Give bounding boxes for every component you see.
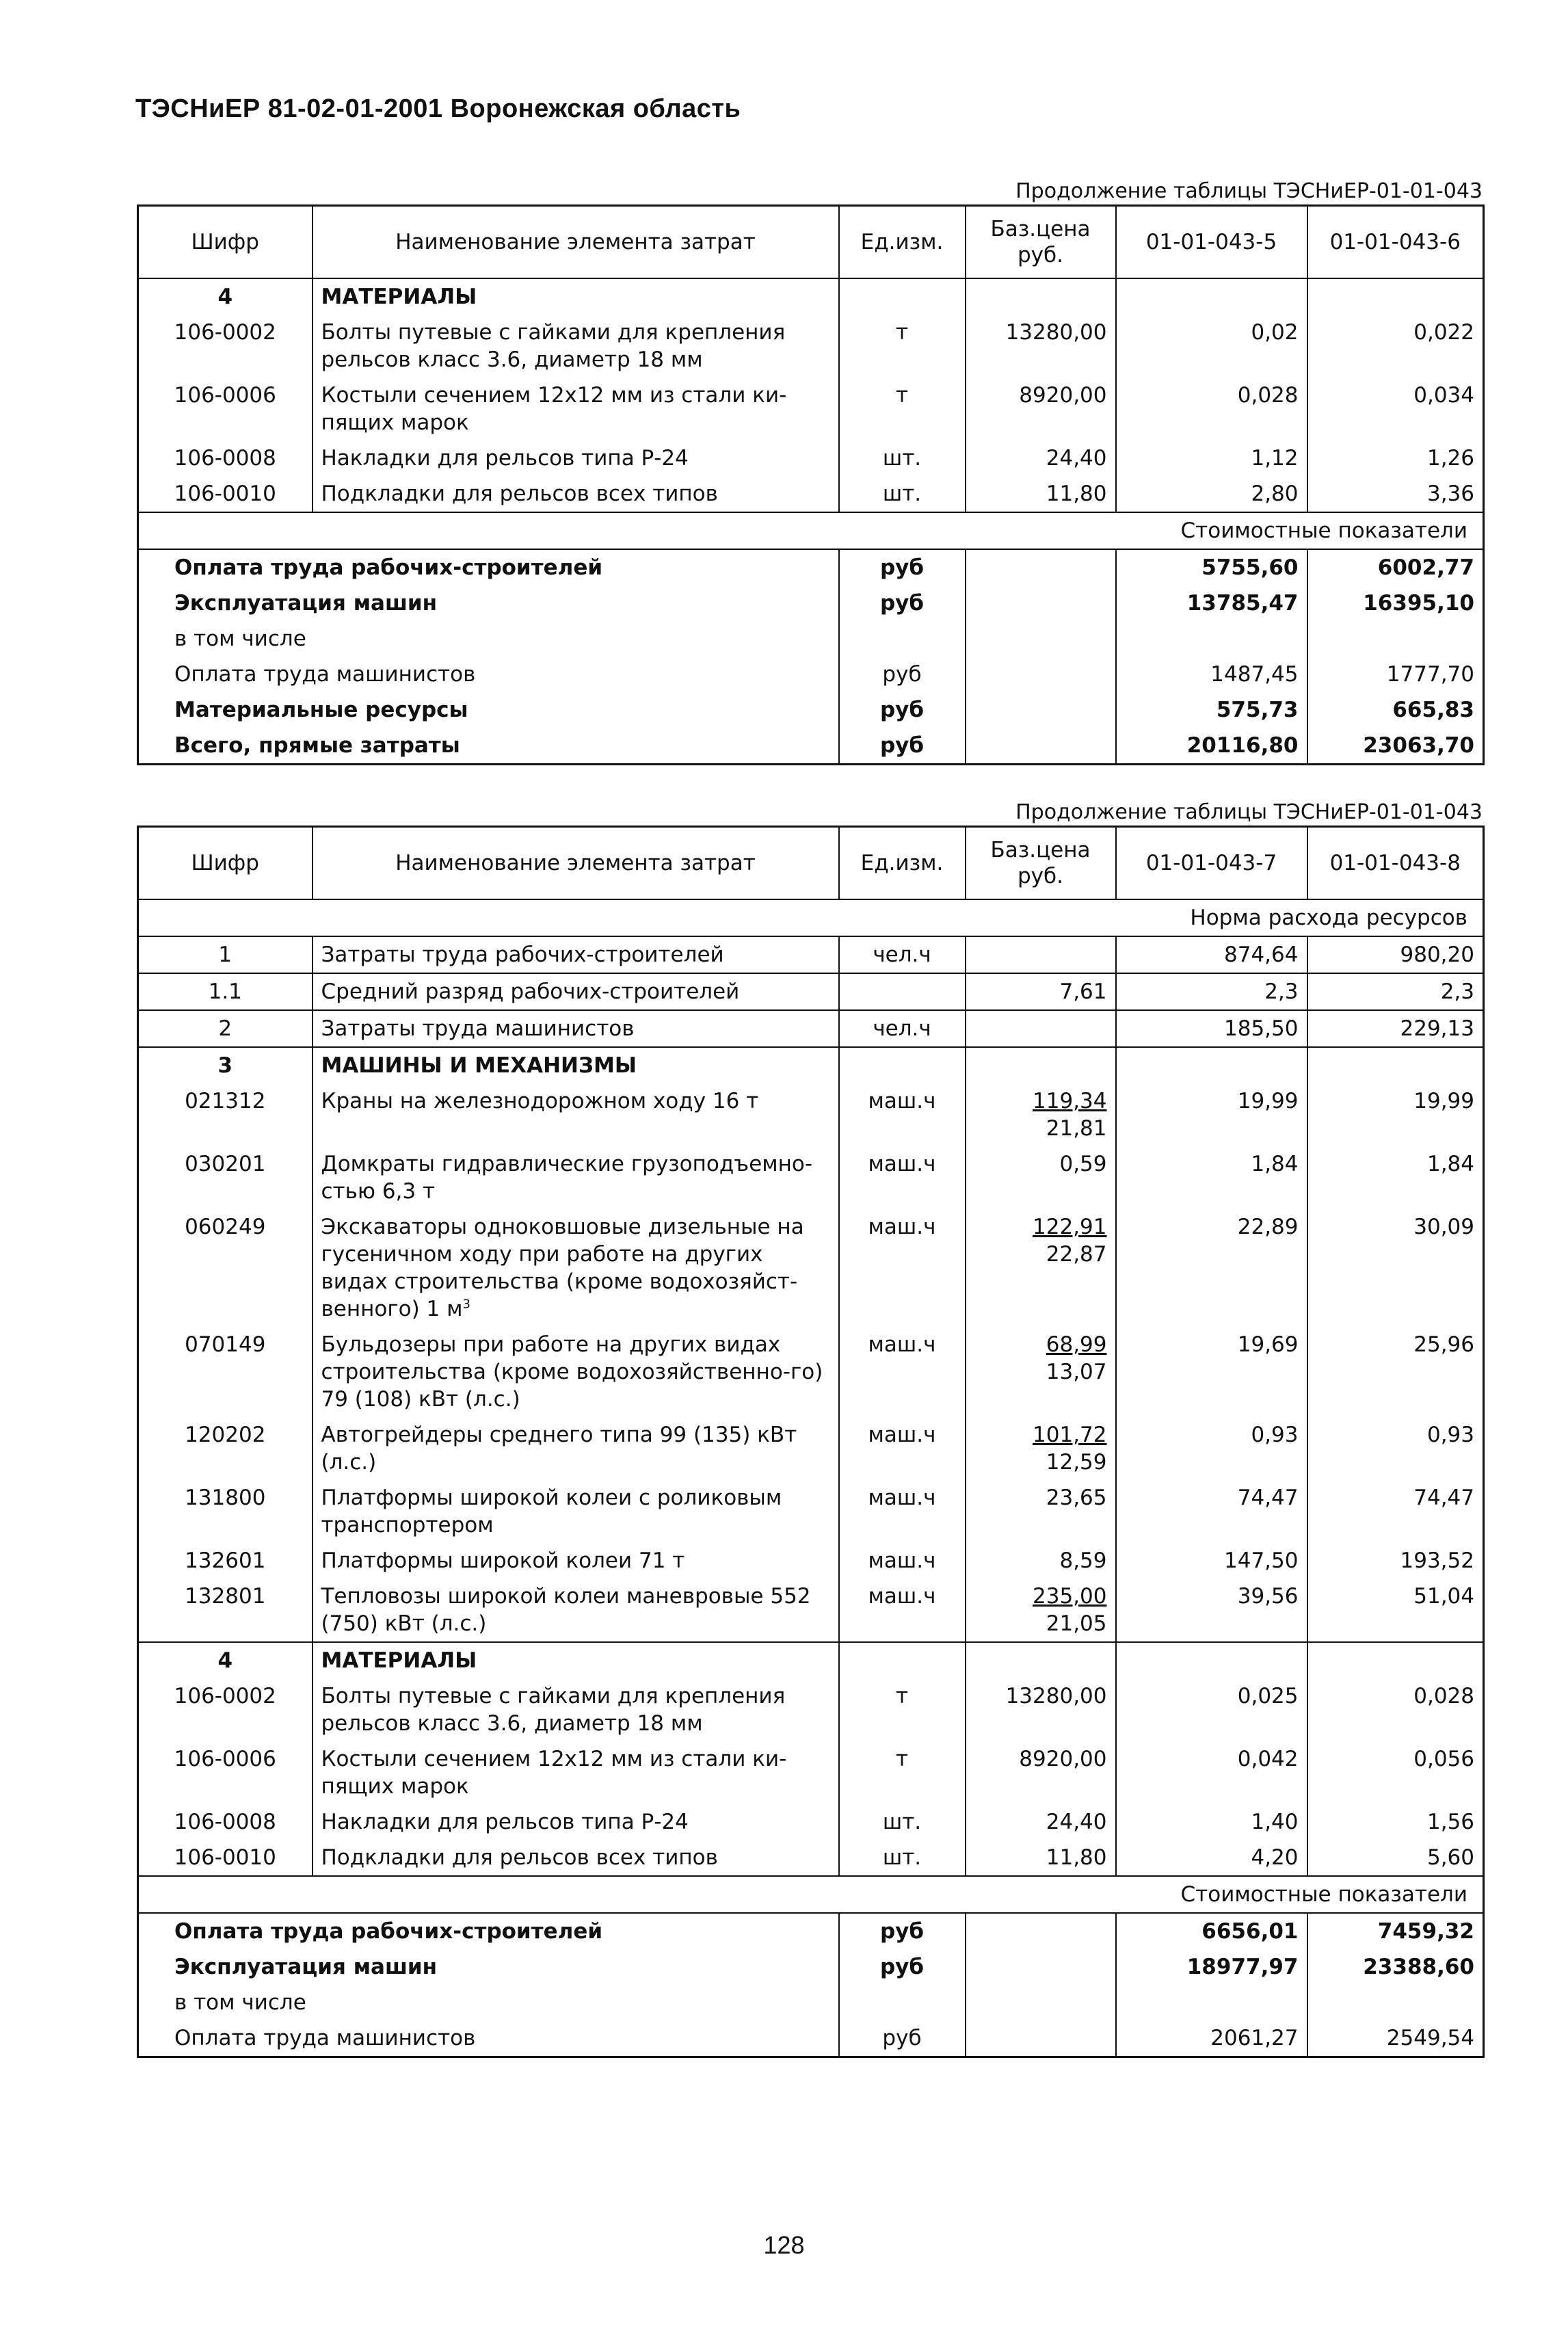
- price-wage: 22,87: [1046, 1242, 1107, 1267]
- section-name: МАТЕРИАЛЫ: [313, 1642, 839, 1678]
- row-value-b: 30,09: [1307, 1209, 1484, 1327]
- row-value-b: 0,022: [1307, 315, 1484, 378]
- empty-cell: [966, 621, 1116, 657]
- table-1-grid: [137, 204, 1485, 765]
- row-name: Тепловозы широкой колеи маневровые 552 (750) кВт (л.с.): [321, 1584, 811, 1636]
- summary-unit: [839, 1985, 966, 2020]
- row-name-cell: [313, 1543, 839, 1579]
- row-unit: шт.: [839, 1840, 966, 1876]
- summary-value-b: 2549,54: [1307, 2020, 1484, 2057]
- row-name-cell: [313, 1579, 839, 1642]
- table-row: [138, 1209, 1484, 1327]
- row-name-cell: [313, 973, 839, 1010]
- header-unit: Ед.изм.: [839, 827, 966, 900]
- summary-label: в том числе: [174, 1990, 306, 2015]
- price-total: 119,34: [1033, 1089, 1107, 1113]
- cost-indicators-label: Стоимостные показатели: [138, 512, 1484, 549]
- row-unit: маш.ч: [839, 1209, 966, 1327]
- summary-row: [138, 728, 1484, 765]
- table-row: [138, 1327, 1484, 1417]
- summary-unit: руб: [839, 1949, 966, 1985]
- row-value-b: 74,47: [1307, 1480, 1484, 1543]
- table-2-header-row: [138, 827, 1484, 900]
- price-total: 122,91: [1033, 1215, 1107, 1239]
- row-name: Бульдозеры при работе на других видах строительства (кроме водохозяйственно-го) 79 (108) кВт (л.с.): [321, 1332, 823, 1412]
- row-code: 131800: [185, 1486, 266, 1510]
- row-price: 8920,00: [966, 1741, 1116, 1804]
- row-unit: маш.ч: [839, 1327, 966, 1417]
- summary-label: в том числе: [174, 626, 306, 651]
- empty-cell: [1307, 278, 1484, 315]
- summary-row: [138, 621, 1484, 657]
- row-value-a: 2,3: [1116, 973, 1307, 1010]
- summary-unit: руб: [839, 657, 966, 692]
- row-value-b: 0,056: [1307, 1741, 1484, 1804]
- row-name: Болты путевые с гайками для крепления рельсов класс 3.6, диаметр 18 мм: [321, 320, 786, 372]
- summary-unit: руб: [839, 728, 966, 765]
- price-wage: 0,59: [1059, 1152, 1107, 1176]
- row-code: 070149: [185, 1332, 266, 1357]
- summary-row: [138, 1985, 1484, 2020]
- summary-unit: руб: [839, 1913, 966, 1949]
- empty-cell: [966, 585, 1116, 621]
- row-unit: т: [839, 1678, 966, 1741]
- row-unit: маш.ч: [839, 1480, 966, 1543]
- row-value-a: 4,20: [1116, 1840, 1307, 1876]
- table-row: [138, 936, 1484, 973]
- row-value-a: 1,84: [1116, 1146, 1307, 1209]
- row-unit: чел.ч: [839, 936, 966, 973]
- row-code: 132601: [185, 1548, 266, 1573]
- row-value-b: 2,3: [1307, 973, 1484, 1010]
- norm-label: Норма расхода ресурсов: [138, 899, 1484, 936]
- summary-value-a: [1116, 621, 1307, 657]
- empty-cell: [966, 549, 1116, 585]
- price-wage: 21,81: [1046, 1116, 1107, 1141]
- table-row: [138, 1083, 1484, 1146]
- table-row: [138, 378, 1484, 440]
- row-value-b: 0,93: [1307, 1417, 1484, 1480]
- row-value-b: 0,028: [1307, 1678, 1484, 1741]
- row-price: 11,80: [966, 476, 1116, 512]
- table-row: [138, 476, 1484, 512]
- page-title: ТЭСНиЕР 81-02-01-2001 Воронежская область: [135, 94, 741, 123]
- row-name: Накладки для рельсов типа Р-24: [321, 1810, 689, 1834]
- row-name: Экскаваторы одноковшовые дизельные на гусеничном ходу при работе на других видах строительства (кроме водохозяйст-венного) 1 м: [321, 1215, 804, 1321]
- header-col-b: 01-01-043-8: [1307, 827, 1484, 900]
- row-unit: маш.ч: [839, 1146, 966, 1209]
- row-value-b: 51,04: [1307, 1579, 1484, 1642]
- row-value-a: 874,64: [1116, 936, 1307, 973]
- row-name-cell: [313, 1678, 839, 1741]
- table-row: [138, 973, 1484, 1010]
- empty-cell: [839, 1642, 966, 1678]
- table-1: [137, 179, 1483, 765]
- row-name: Костыли сечением 12х12 мм из стали ки-пящих марок: [321, 1747, 787, 1799]
- row-name-cell: [313, 315, 839, 378]
- row-name-cell: [313, 1480, 839, 1543]
- row-value-a: 0,042: [1116, 1741, 1307, 1804]
- row-unit: т: [839, 1741, 966, 1804]
- row-code: 106-0010: [174, 1845, 276, 1870]
- row-name-cell: [313, 1804, 839, 1840]
- summary-value-b: 665,83: [1307, 692, 1484, 728]
- row-name-cell: [313, 440, 839, 476]
- price-stack: [1059, 1150, 1106, 1178]
- row-unit: т: [839, 315, 966, 378]
- row-name: Краны на железнодорожном ходу 16 т: [321, 1089, 759, 1113]
- row-code: 021312: [185, 1089, 266, 1113]
- header-code: Шифр: [138, 206, 313, 279]
- row-code: 2: [138, 1010, 313, 1047]
- row-price: 8920,00: [966, 378, 1116, 440]
- empty-cell: [966, 1642, 1116, 1678]
- price-wage: 13,07: [1046, 1360, 1107, 1384]
- table-row: [138, 1678, 1484, 1741]
- row-price: 13280,00: [966, 315, 1116, 378]
- summary-value-a: 575,73: [1116, 692, 1307, 728]
- section-materials: [138, 1642, 1484, 1678]
- norm-label-row: [138, 899, 1484, 936]
- summary-label: Оплата труда машинистов: [174, 662, 476, 687]
- row-price: 24,40: [966, 440, 1116, 476]
- summary-label: Эксплуатация машин: [174, 591, 438, 616]
- summary-value-b: [1307, 621, 1484, 657]
- price-stack: [1059, 1547, 1106, 1574]
- row-name: Средний разряд рабочих-строителей: [321, 979, 740, 1004]
- superscript: 3: [462, 1297, 470, 1312]
- summary-value-b: 23063,70: [1307, 728, 1484, 765]
- row-name: Платформы широкой колеи 71 т: [321, 1548, 685, 1573]
- section-name: МАШИНЫ И МЕХАНИЗМЫ: [313, 1047, 839, 1083]
- row-name: Платформы широкой колеи с роликовым транспортером: [321, 1486, 782, 1537]
- row-value-a: 1,12: [1116, 440, 1307, 476]
- row-value-a: 0,93: [1116, 1417, 1307, 1480]
- row-value-b: 3,36: [1307, 476, 1484, 512]
- row-unit: шт.: [839, 440, 966, 476]
- row-value-b: 1,84: [1307, 1146, 1484, 1209]
- row-unit: маш.ч: [839, 1579, 966, 1642]
- row-price-cell: [966, 1480, 1116, 1543]
- row-value-b: 229,13: [1307, 1010, 1484, 1047]
- summary-value-b: 7459,32: [1307, 1913, 1484, 1949]
- row-name: Домкраты гидравлические грузоподъемно-стью 6,3 т: [321, 1152, 813, 1204]
- empty-cell: [1116, 1047, 1307, 1083]
- row-code: 120202: [185, 1423, 266, 1447]
- empty-cell: [966, 1985, 1116, 2020]
- table-row: [138, 440, 1484, 476]
- summary-label: Эксплуатация машин: [174, 1955, 438, 1979]
- empty-cell: [966, 657, 1116, 692]
- row-value-a: 185,50: [1116, 1010, 1307, 1047]
- section-code: 3: [138, 1047, 313, 1083]
- row-price: [966, 1010, 1116, 1047]
- price-total: 68,99: [1046, 1332, 1107, 1357]
- empty-cell: [966, 1949, 1116, 1985]
- row-code: 106-0010: [174, 481, 276, 506]
- row-code: 1.1: [138, 973, 313, 1010]
- table-row: [138, 1480, 1484, 1543]
- cost-indicators-label-row: [138, 1876, 1484, 1913]
- summary-value-a: 18977,97: [1116, 1949, 1307, 1985]
- row-name: Подкладки для рельсов всех типов: [321, 1845, 718, 1870]
- row-name-cell: [313, 1417, 839, 1480]
- price-total: 101,72: [1033, 1423, 1107, 1447]
- row-code: 106-0006: [174, 383, 276, 408]
- table-row: [138, 1804, 1484, 1840]
- summary-label: Оплата труда рабочих-строителей: [174, 555, 603, 580]
- row-value-b: 0,034: [1307, 378, 1484, 440]
- row-value-b: 1,26: [1307, 440, 1484, 476]
- header-price: Баз.цена руб.: [966, 206, 1116, 279]
- price-wage: 12,59: [1046, 1450, 1107, 1475]
- row-price-cell: [966, 1209, 1116, 1327]
- summary-unit: руб: [839, 2020, 966, 2057]
- row-value-a: 147,50: [1116, 1543, 1307, 1579]
- table-1-header-row: [138, 206, 1484, 279]
- header-price: Баз.цена руб.: [966, 827, 1116, 900]
- row-value-a: 19,99: [1116, 1083, 1307, 1146]
- empty-cell: [1307, 1047, 1484, 1083]
- price-wage: 21,05: [1046, 1611, 1107, 1636]
- row-code: 106-0006: [174, 1747, 276, 1771]
- row-value-b: 980,20: [1307, 936, 1484, 973]
- row-unit: маш.ч: [839, 1543, 966, 1579]
- row-unit: маш.ч: [839, 1417, 966, 1480]
- summary-unit: руб: [839, 585, 966, 621]
- row-name: Автогрейдеры среднего типа 99 (135) кВт (л.с.): [321, 1423, 797, 1475]
- row-value-a: 2,80: [1116, 476, 1307, 512]
- row-name-cell: [313, 936, 839, 973]
- row-value-a: 74,47: [1116, 1480, 1307, 1543]
- price-stack: [1033, 1087, 1106, 1142]
- summary-value-a: 6656,01: [1116, 1913, 1307, 1949]
- row-name-cell: [313, 1146, 839, 1209]
- row-price: [966, 936, 1116, 973]
- table-1-body: [138, 278, 1484, 765]
- summary-row: [138, 657, 1484, 692]
- row-value-a: 0,02: [1116, 315, 1307, 378]
- price-total: 235,00: [1033, 1584, 1107, 1609]
- price-stack: [1046, 1484, 1107, 1511]
- row-code: 106-0008: [174, 446, 276, 471]
- section-name: МАТЕРИАЛЫ: [313, 278, 839, 315]
- row-price: 13280,00: [966, 1678, 1116, 1741]
- table-row: [138, 1840, 1484, 1876]
- summary-value-a: 5755,60: [1116, 549, 1307, 585]
- row-value-a: 0,025: [1116, 1678, 1307, 1741]
- row-unit: [839, 973, 966, 1010]
- empty-cell: [839, 1047, 966, 1083]
- summary-label: Всего, прямые затраты: [174, 733, 460, 758]
- row-value-b: 19,99: [1307, 1083, 1484, 1146]
- table-row: [138, 1010, 1484, 1047]
- row-code: 132801: [185, 1584, 266, 1609]
- row-code: 106-0002: [174, 320, 276, 345]
- table-2-grid: [137, 826, 1485, 2058]
- table-row: [138, 1417, 1484, 1480]
- table-1-caption: Продолжение таблицы ТЭСНиЕР-01-01-043: [1015, 179, 1483, 203]
- summary-row: [138, 549, 1484, 585]
- header-name: Наименование элемента затрат: [313, 206, 839, 279]
- row-price: 7,61: [966, 973, 1116, 1010]
- header-unit: Ед.изм.: [839, 206, 966, 279]
- summary-row: [138, 585, 1484, 621]
- summary-value-a: 2061,27: [1116, 2020, 1307, 2057]
- row-price-cell: [966, 1083, 1116, 1146]
- cost-indicators-label: Стоимостные показатели: [138, 1876, 1484, 1913]
- table-row: [138, 1741, 1484, 1804]
- section-code: 4: [138, 1642, 313, 1678]
- section-materials: [138, 278, 1484, 315]
- price-stack: [1033, 1213, 1106, 1268]
- page-number: 128: [763, 2231, 805, 2259]
- summary-value-b: 1777,70: [1307, 657, 1484, 692]
- row-price-cell: [966, 1543, 1116, 1579]
- row-code: 1: [218, 942, 232, 967]
- row-name-cell: [313, 476, 839, 512]
- table-row: [138, 1579, 1484, 1642]
- row-name-cell: [313, 378, 839, 440]
- row-value-a: 1,40: [1116, 1804, 1307, 1840]
- row-value-b: 5,60: [1307, 1840, 1484, 1876]
- summary-unit: руб: [839, 692, 966, 728]
- price-wage: 8,59: [1059, 1548, 1107, 1573]
- empty-cell: [1116, 278, 1307, 315]
- summary-row: [138, 1913, 1484, 1949]
- section-machines: [138, 1047, 1484, 1083]
- row-name-cell: [313, 1083, 839, 1146]
- row-name: Затраты труда машинистов: [321, 1016, 635, 1041]
- header-col-a: 01-01-043-5: [1116, 206, 1307, 279]
- row-price-cell: [966, 1327, 1116, 1417]
- summary-value-b: 23388,60: [1307, 1949, 1484, 1985]
- price-stack: [1033, 1583, 1106, 1637]
- table-row: [138, 1543, 1484, 1579]
- row-name-cell: [313, 1327, 839, 1417]
- row-unit: т: [839, 378, 966, 440]
- summary-value-b: 16395,10: [1307, 585, 1484, 621]
- table-row: [138, 1146, 1484, 1209]
- row-name-cell: [313, 1741, 839, 1804]
- row-name-cell: [313, 1010, 839, 1047]
- cost-indicators-label-row: [138, 512, 1484, 549]
- header-col-b: 01-01-043-6: [1307, 206, 1484, 279]
- empty-cell: [966, 1047, 1116, 1083]
- summary-value-b: [1307, 1985, 1484, 2020]
- empty-cell: [966, 692, 1116, 728]
- row-name: Затраты труда рабочих-строителей: [321, 942, 724, 967]
- row-price: 11,80: [966, 1840, 1116, 1876]
- summary-value-a: 1487,45: [1116, 657, 1307, 692]
- row-value-b: 193,52: [1307, 1543, 1484, 1579]
- empty-cell: [966, 728, 1116, 765]
- row-unit: чел.ч: [839, 1010, 966, 1047]
- summary-value-a: [1116, 1985, 1307, 2020]
- row-name-cell: [313, 1840, 839, 1876]
- row-name: Болты путевые с гайками для крепления рельсов класс 3.6, диаметр 18 мм: [321, 1684, 786, 1736]
- empty-cell: [1307, 1642, 1484, 1678]
- table-2: [137, 800, 1483, 2058]
- summary-value-a: 20116,80: [1116, 728, 1307, 765]
- row-name: Костыли сечением 12х12 мм из стали ки-пящих марок: [321, 383, 787, 435]
- summary-value-a: 13785,47: [1116, 585, 1307, 621]
- section-code: 4: [138, 278, 313, 315]
- summary-label: Оплата труда рабочих-строителей: [174, 1919, 603, 1944]
- row-value-b: 25,96: [1307, 1327, 1484, 1417]
- row-unit: шт.: [839, 476, 966, 512]
- summary-row: [138, 692, 1484, 728]
- summary-row: [138, 1949, 1484, 1985]
- table-2-body: [138, 899, 1484, 2057]
- summary-unit: руб: [839, 549, 966, 585]
- table-2-caption: Продолжение таблицы ТЭСНиЕР-01-01-043: [1015, 800, 1483, 824]
- summary-unit: [839, 621, 966, 657]
- price-stack: [1033, 1421, 1106, 1476]
- row-price-cell: [966, 1417, 1116, 1480]
- empty-cell: [839, 278, 966, 315]
- row-value-a: 39,56: [1116, 1579, 1307, 1642]
- header-code: Шифр: [138, 827, 313, 900]
- header-name: Наименование элемента затрат: [313, 827, 839, 900]
- price-wage: 23,65: [1046, 1486, 1107, 1510]
- price-stack: [1046, 1331, 1107, 1386]
- row-code: 106-0008: [174, 1810, 276, 1834]
- summary-row: [138, 2020, 1484, 2057]
- empty-cell: [1116, 1642, 1307, 1678]
- header-col-a: 01-01-043-7: [1116, 827, 1307, 900]
- row-unit: шт.: [839, 1804, 966, 1840]
- row-value-a: 19,69: [1116, 1327, 1307, 1417]
- row-name: Накладки для рельсов типа Р-24: [321, 446, 689, 471]
- row-name-cell: [313, 1209, 839, 1327]
- summary-value-b: 6002,77: [1307, 549, 1484, 585]
- table-row: [138, 315, 1484, 378]
- empty-cell: [966, 1913, 1116, 1949]
- summary-label: Оплата труда машинистов: [174, 2026, 476, 2050]
- row-price: 24,40: [966, 1804, 1116, 1840]
- empty-cell: [966, 2020, 1116, 2057]
- row-code: 030201: [185, 1152, 266, 1176]
- row-value-b: 1,56: [1307, 1804, 1484, 1840]
- empty-cell: [966, 278, 1116, 315]
- row-code: 060249: [185, 1215, 266, 1239]
- row-unit: маш.ч: [839, 1083, 966, 1146]
- summary-label: Материальные ресурсы: [174, 698, 468, 722]
- row-value-a: 22,89: [1116, 1209, 1307, 1327]
- row-code: 106-0002: [174, 1684, 276, 1708]
- row-name: Подкладки для рельсов всех типов: [321, 481, 718, 506]
- row-value-a: 0,028: [1116, 378, 1307, 440]
- row-price-cell: [966, 1146, 1116, 1209]
- row-price-cell: [966, 1579, 1116, 1642]
